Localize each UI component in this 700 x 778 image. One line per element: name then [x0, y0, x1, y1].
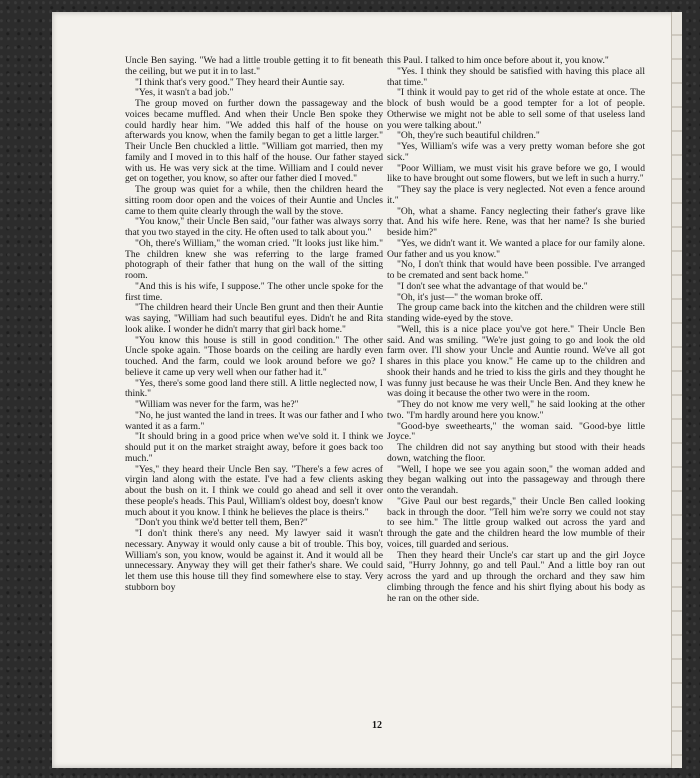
paragraph: "I think that's very good." They heard their Auntie say.	[135, 76, 345, 88]
right-text-column	[387, 56, 645, 604]
paragraph: "I don't think there's any need. My lawyer said it wasn't necessary. Anyway it would only cause a bit of trouble. This boy, William's son, you know, would be against it. And it would all be unnecessary. Anyway they will get their father's share. We could let them use this house till they find somewhere else to stay. Very stubborn boy	[125, 528, 383, 593]
paragraph: "You know this house is still in good condition." The other Uncle spoke again. "Those boards on the ceiling are hardly even touched. And the farm, could we look around before we go? I believe it came up very well when our father had it."	[125, 334, 383, 378]
paragraph: "Yes," they heard their Uncle Ben say. "There's a few acres of virgin land along with the estate. I've had a few clients asking about the bush on it. I think we could go ahead and sell it over these people's heads. This Paul, William's oldest boy, doesn't know much about it you know. I think he believes the place is theirs."	[125, 463, 383, 518]
page-number: 12	[372, 720, 382, 731]
paragraph: "And this is his wife, I suppose." The other uncle spoke for the first time.	[125, 280, 383, 303]
paragraph: "Yes, William's wife was a very pretty woman before she got sick."	[387, 141, 645, 163]
paragraph: "Don't you think we'd better tell them, Ben?"	[135, 517, 308, 529]
paragraph: "Good-bye sweethearts," the woman said. "Good-bye little Joyce."	[387, 420, 645, 443]
paragraph: "Yes. I think they should be satisfied with having this place all that time."	[387, 65, 645, 88]
paragraph: "They say the place is very neglected. Not even a fence around it."	[387, 184, 645, 206]
paragraph: "The children heard their Uncle Ben grunt and then their Auntie was saying, "William had such beautiful eyes. Didn't he and Rita look alike. I wonder he didn't marry that girl back home."	[125, 302, 383, 335]
paragraph: "Oh, they're such beautiful children."	[397, 130, 540, 142]
paragraph: Uncle Ben saying. "We had a little trouble getting it to fit beneath the ceiling, but we put it in to last."	[125, 55, 383, 77]
paragraph: "Oh, there's William," the woman cried. "It looks just like him." The children knew she was referring to the large framed photograph of their father that hung on the wall of the sitting room.	[125, 237, 383, 281]
paragraph: "Oh, it's just—" the woman broke off.	[397, 291, 543, 303]
paragraph: "William was never for the farm, was he?"	[135, 399, 299, 410]
page-binding-edge	[671, 12, 682, 768]
paragraph: "You know," their Uncle Ben said, "our father was always sorry that you two stayed in the city. He often used to talk about you."	[125, 216, 383, 238]
book-page	[52, 12, 682, 768]
paragraph: "Well, I hope we see you again soon," the woman added and they began walking out into the passageway and through there onto the verandah.	[387, 463, 645, 496]
paragraph: "Give Paul our best regards," their Uncle Ben called looking back in through the door. "Tell him we're sorry we could not stay to see him." The little group walked out across the yard and through the gate and the children heard the low mumble of their voices, till guarded and serious.	[387, 495, 645, 550]
paragraph: "I don't see what the advantage of that would be."	[397, 280, 588, 292]
paragraph: "I think it would pay to get rid of the whole estate at once. The block of bush would be a good tempter for a lot of people. Otherwise we might not be able to sell some of that useless land you were talking about."	[387, 87, 645, 131]
paragraph: "Oh, what a shame. Fancy neglecting their father's grave like that. And his wife here. Rene, was that her name? Is she buried beside him?"	[387, 205, 645, 238]
paragraph: "Yes, we didn't want it. We wanted a place for our family alone. Our father and us you know."	[387, 237, 645, 260]
paragraph: "Yes, there's some good land there still. A little neglected now, I think."	[125, 377, 383, 400]
paragraph: The group was quiet for a while, then the children heard the sitting room door open and the voices of their Auntie and Uncles came to them quite clearly through the wall by the stove.	[125, 184, 383, 217]
paragraph: this Paul. I talked to him once before about it, you know."	[387, 55, 609, 66]
paragraph: "Well, this is a nice place you've got here." Their Uncle Ben said. And was smiling. "We're just going to go and look the old farm over. I'll show your Uncle and Auntie round. We've all got shares in this place you know." He came up to the children and shook their hands and he tried to kiss the girls and they thought he was funny just because he was their Uncle Ben. And they knew he was doing it because the other two were in the room.	[387, 323, 645, 400]
paragraph: "No, he just wanted the land in trees. It was our father and I who wanted it as a farm."	[125, 409, 383, 432]
paragraph: "It should bring in a good price when we've sold it. I think we should put it on the market straight away, before it goes back too much."	[125, 431, 383, 464]
paragraph: "No, I don't think that would have been possible. I've arranged to be cremated and sent back home."	[387, 259, 645, 281]
left-text-column	[125, 56, 383, 594]
paragraph: The group moved on further down the passageway and the voices became muffled. And when their Uncle Ben spoke they could hardly hear him. "We added this half of the house on afterwards you know, when the family began to get a little larger." Their Uncle Ben chuckled a little. "William got married, then my family and I moved in to this half of the house. Our father stayed with us. He was very sick at the time. William and I could never get on together, you know, so after our father died I moved."	[125, 98, 383, 185]
paragraph: Then they heard their Uncle's car start up and the girl Joyce said, "Hurry Johnny, go and tell Paul." And a little boy ran out across the yard and up through the orchard and they saw him climbing through the fence and his shirt flying about his body as he ran on the other side.	[387, 549, 645, 604]
paragraph: The group came back into the kitchen and the children were still standing wide-eyed by the stove.	[387, 302, 645, 324]
paragraph: "They do not know me very well," he said looking at the other two. "I'm hardly around here you know."	[387, 399, 645, 421]
paragraph: "Yes, it wasn't a bad job."	[135, 87, 234, 99]
paragraph: "Poor William, we must visit his grave before we go, I would like to have brought out some flowers, but we left in such a hurry."	[387, 162, 645, 185]
paragraph: The children did not say anything but stood with their heads down, watching the floor.	[387, 442, 645, 464]
